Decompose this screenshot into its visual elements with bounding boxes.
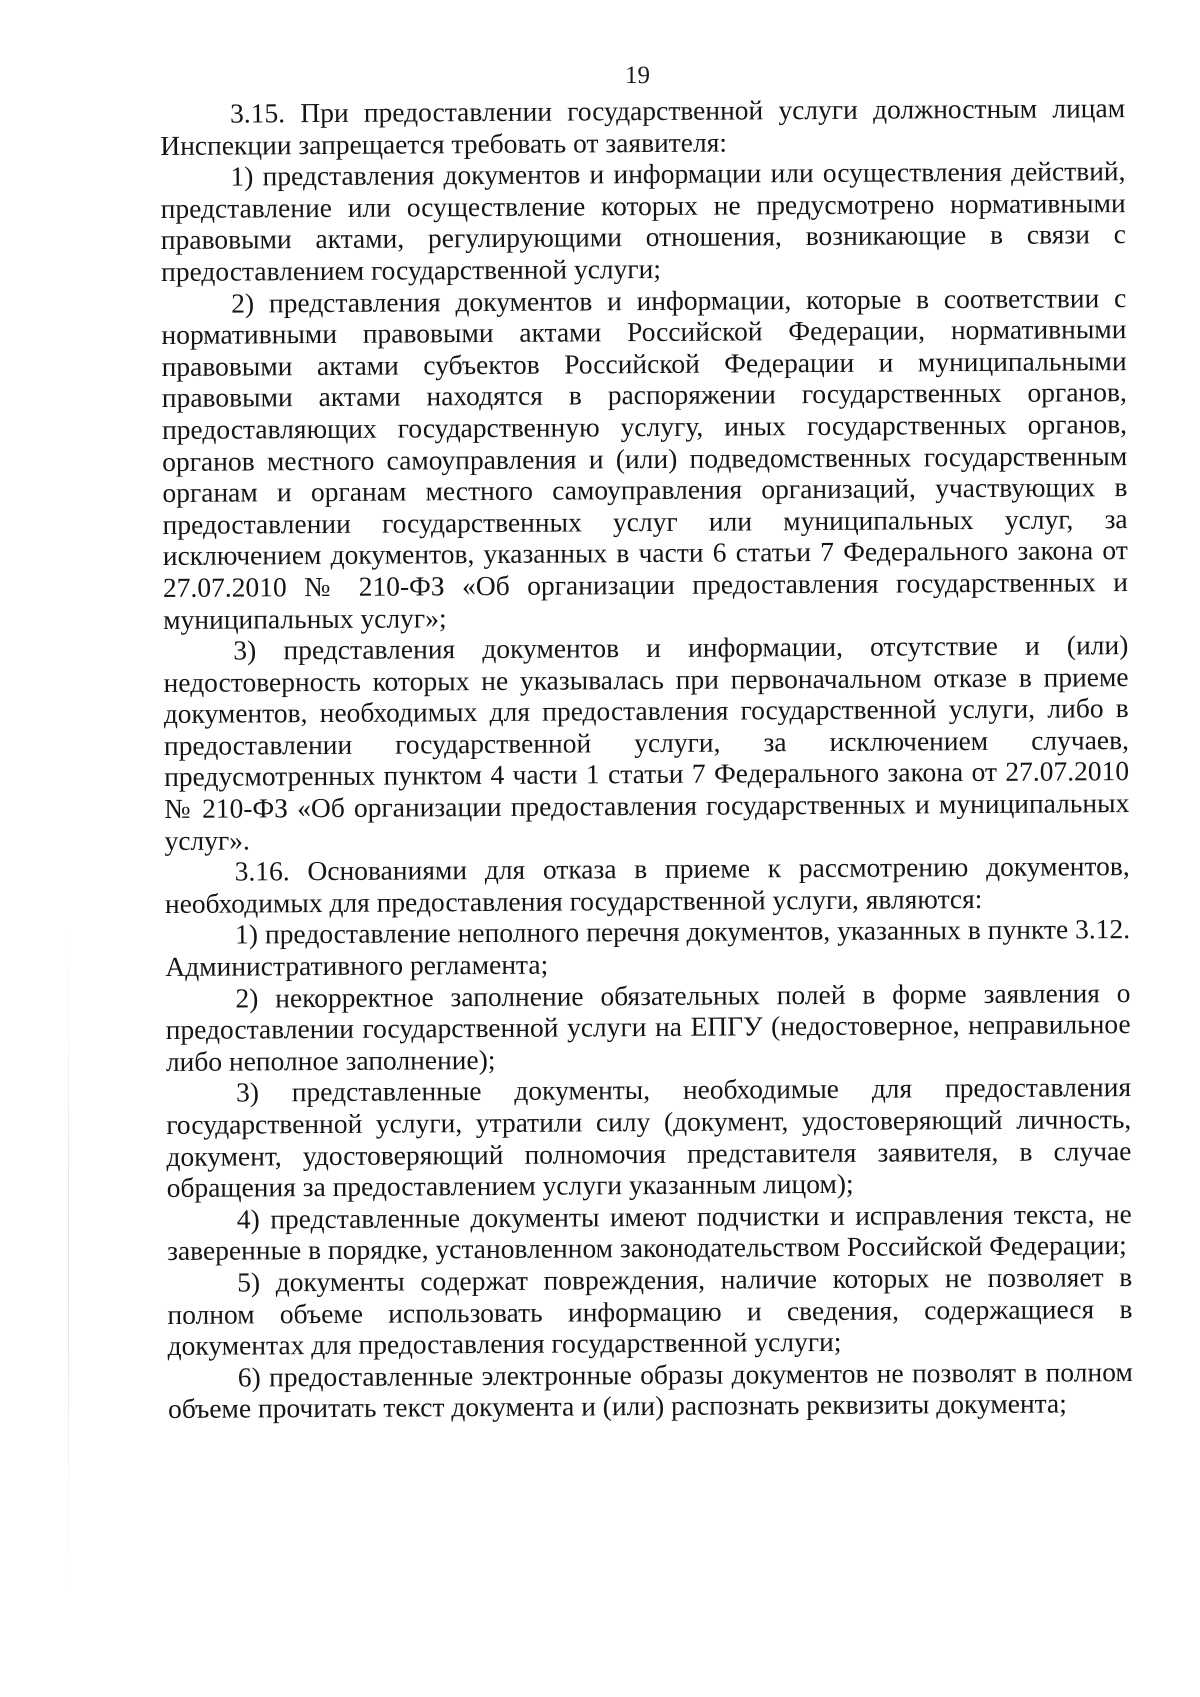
- paragraph-3-16-item-1: 1) предоставление неполного перечня документов, указанных в пункте 3.12. Административного регламента;: [165, 913, 1131, 983]
- page-number: 19: [625, 62, 650, 89]
- paragraph-3-15-item-1: 1) представления документов и информации или осуществления действий, представление или осуществление которых не предусмотрено нормативными правовыми актами, регулирующими отношения, возникающие в связи с предоставлением государственной услуги;: [160, 155, 1126, 287]
- document-body: [160, 92, 1133, 1425]
- paragraph-3-16: 3.16. Основаниями для отказа в приеме к рассмотрению документов, необходимых для предоставления государственной услуги, являются:: [164, 850, 1130, 919]
- paragraph-3-16-item-3: 3) представленные документы, необходимые для предоставления государственной услуги, утратили силу (документ, удостоверяющий личность, документ, удостоверяющий полномочия представителя заявителя, в случае обращения за предоставлением услуги указанным лицом);: [166, 1071, 1132, 1204]
- paragraph-3-16-item-4: 4) представленные документы имеют подчистки и исправления текста, не заверенные в порядке, установленном законодательством Российской Федерации;: [166, 1197, 1132, 1267]
- scan-margin-shadow: [68, 930, 69, 1590]
- paragraph-3-16-item-2: 2) некорректное заполнение обязательных полей в форме заявления о предоставлении государственной услуги на ЕПГУ (недостоверное, неправильное либо неполное заполнение);: [165, 976, 1131, 1077]
- paragraph-3-16-item-5: 5) документы содержат повреждения, наличие которых не позволяет в полном объеме использовать информацию и сведения, содержащиеся в документах для предоставления государственной услуги;: [167, 1261, 1133, 1362]
- paragraph-3-15-item-3: 3) представления документов и информации, отсутствие и (или) недостоверность которых не указывалась при первоначальном отказе в приеме документов, необходимых для предоставления государственной услуги, либо в предоставлении государственной услуги, за исключением случаев, предусмотренных пунктом 4 части 1 статьи 7 Федерального закона от 27.07.2010 № 210-ФЗ «Об организации предоставления государственных и муниципальных услуг».: [163, 629, 1130, 856]
- paragraph-3-16-item-6: 6) предоставленные электронные образы документов не позволят в полном объеме прочитать текст документа и (или) распознать реквизиты документа;: [167, 1355, 1133, 1425]
- paragraph-3-15: 3.15. При предоставлении государственной услуги должностным лицам Инспекции запрещается требовать от заявителя:: [160, 92, 1126, 161]
- paragraph-3-15-item-2: 2) представления документов и информации, которые в соответствии с нормативными правовыми актами Российской Федерации, нормативными правовыми актами субъектов Российской Федерации и муниципальными правовыми актами находятся в распоряжении государственных органов, предоставляющих государственную услугу, иных государственных органов, органов местного самоуправления и (или) подведомственных государственным органам и органам местного самоуправления организаций, участвующих в предоставлении государственных услуг или муниципальных услуг, за исключением документов, указанных в части 6 статьи 7 Федерального закона от 27.07.2010 № 210-ФЗ «Об организации предоставления государственных и муниципальных услуг»;: [161, 281, 1129, 635]
